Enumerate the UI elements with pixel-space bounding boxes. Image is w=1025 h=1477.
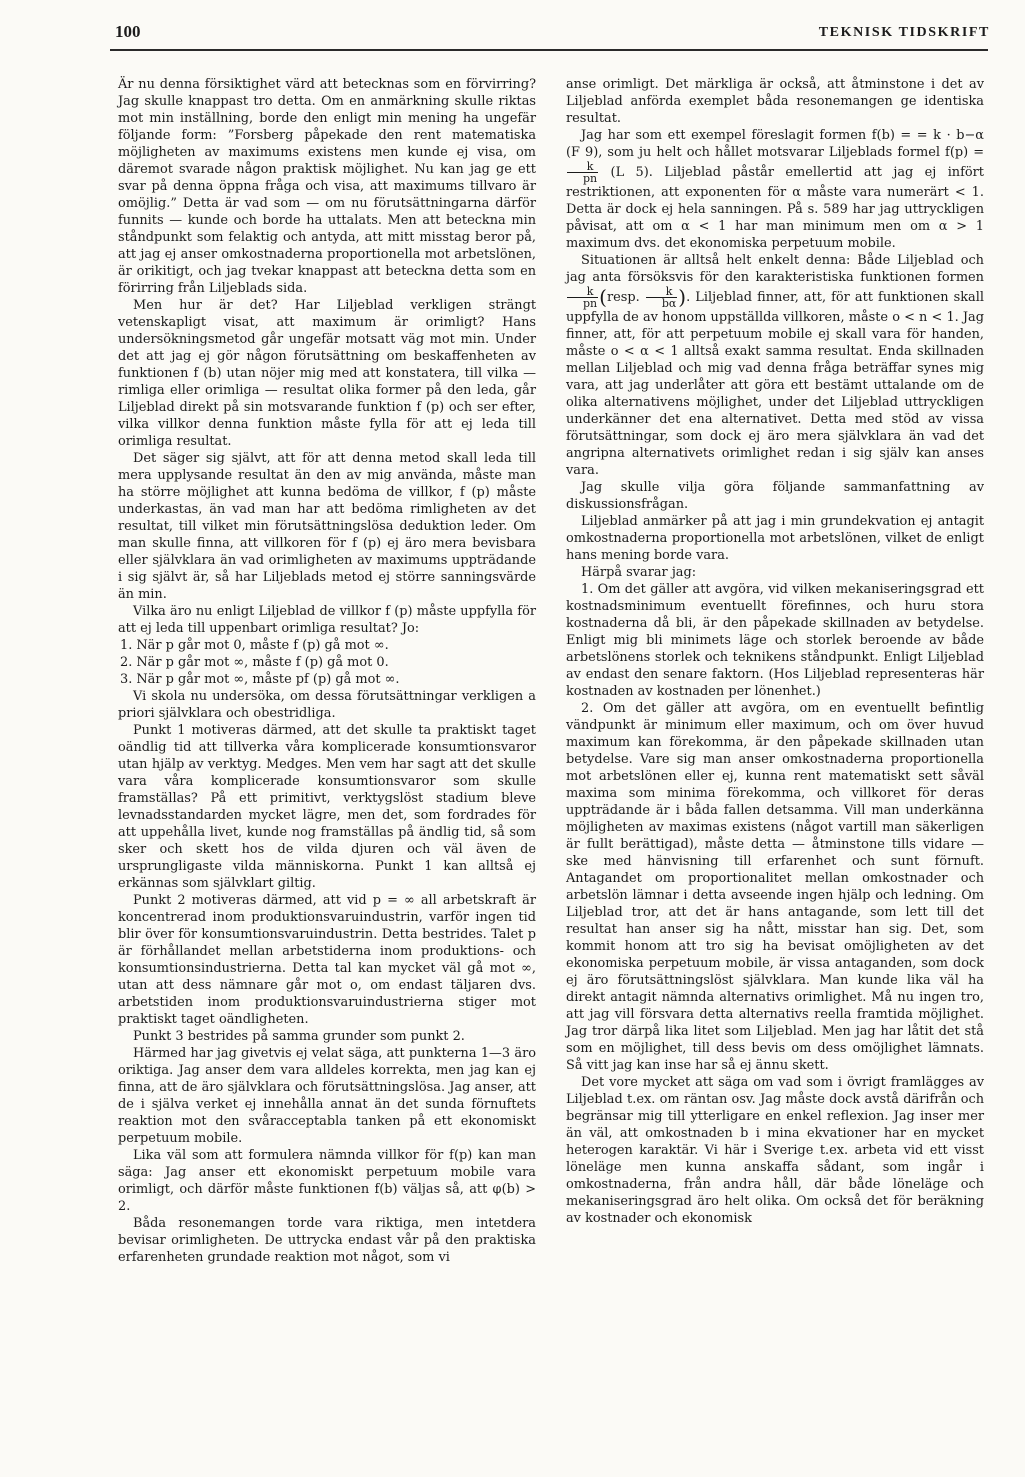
condition-item: 2. När p går mot ∞, måste f (p) gå mot 0. xyxy=(120,655,389,670)
fraction-numerator: k xyxy=(567,286,598,298)
text-run: Situationen är alltså helt enkelt denna: Både Liljeblad och jag anta försöksvis för den karakteristiska funktionen formen xyxy=(566,253,984,285)
page-number: 100 xyxy=(115,22,141,41)
paragraph: anse orimligt. Det märkliga är också, att åtminstone i det av Liljeblad anförda exemplet båda resonemangen ge identiska resultat. xyxy=(566,77,984,126)
open-paren: ( xyxy=(599,285,607,309)
fraction-denominator: pn xyxy=(583,172,598,185)
paragraph: Vilka äro nu enligt Liljeblad de villkor f (p) måste uppfylla för att ej leda till uppenbart orimliga resultat? Jo: xyxy=(118,604,536,636)
journal-title: TEKNISK TIDSKRIFT xyxy=(818,25,990,40)
close-paren: ) xyxy=(678,285,687,309)
page-header xyxy=(110,22,990,50)
paragraph: Härpå svarar jag: xyxy=(581,565,697,580)
paragraph-formula xyxy=(566,252,984,479)
paragraph: Punkt 2 motiveras därmed, att vid p = ∞ all arbetskraft är koncentrerad inom produktionsvaruindustrin, varför ingen tid blir över för konsumtionsvaruindustrin. Detta bestrides. Talet p är förhållandet mellan arbetstiderna inom produktions- och konsumtionsindustrierna. Detta tal kan mycket väl gå mot ∞, utan att dess nämnare går mot o, om endast täljaren dvs. arbetstiden inom produktionsvaruindustrierna stiger mot praktiskt taget oändligheten. xyxy=(118,893,536,1027)
fraction-denominator: bα xyxy=(661,297,677,310)
paragraph: Men hur är det? Har Liljeblad verkligen strängt vetenskapligt visat, att maximum är orimligt? Hans undersökningsmetod går ungefär motsatt väg mot min. Under det att jag ej gör någon förutsättning om beskaffenheten av funktionen f (b) utan nöjer mig med att konstatera, till vilka — rimliga eller orimliga — resultat olika former på den leda, går Liljeblad direkt på sin motsvarande funktion f (p) och ser efter, vilka villkor denna funktion måste fylla för att ej leda till orimliga resultat. xyxy=(118,298,536,449)
paragraph: Jag skulle vilja göra följande sammanfattning av diskussionsfrågan. xyxy=(566,480,984,512)
fraction-k-over-pn xyxy=(567,161,598,184)
paragraph: Vi skola nu undersöka, om dessa förutsättningar verkligen a priori självklara och obestridliga. xyxy=(118,689,536,721)
paragraph: 1. Om det gäller att avgöra, vid vilken mekaniseringsgrad ett kostnadsminimum eventuellt förefinnes, och huru stora kostnaderna då bli, är den påpekade skillnaden av betydelse. Enligt mig bli minimets läge och storlek beroende av både arbetslönens storlek och teknikens ståndpunkt. Enligt Liljeblad av endast den senare faktorn. (Hos Liljeblad representeras här kostnaden av kostnaden per lönenhet.) xyxy=(566,582,984,699)
condition-item: 1. När p går mot 0, måste f (p) gå mot ∞. xyxy=(120,638,389,653)
fraction-numerator: k xyxy=(567,161,598,173)
fraction-denominator: pn xyxy=(583,297,598,310)
paragraph: Punkt 3 bestrides på samma grunder som punkt 2. xyxy=(133,1029,465,1044)
fraction-numerator: k xyxy=(646,286,677,298)
left-column xyxy=(118,76,536,1266)
paragraph: Båda resonemangen torde vara riktiga, men intetdera bevisar orimligheten. De uttrycka endast vår på den praktiska erfarenheten grundade reaktion mot något, som vi xyxy=(118,1216,536,1265)
paragraph: Är nu denna försiktighet värd att betecknas som en förvirring? Jag skulle knappast tro detta. Om en anmärkning skulle riktas mot min inställning, borde den enligt min mening ha ungefär följande form: ”Forsberg påpekade den rent matematiska möjligheten av maximums existens men kunde ej visa, om däremot svarade någon praktisk möjlighet. Nu kan jag ge ett svar på denna öppna fråga och visa, att maximums tillvaro är omöjlig.” Detta är vad som — om nu förutsättningarna därför funnits — kunde och borde ha uttalats. Men att beteckna min ståndpunkt som felaktig och antyda, att mitt misstag beror på, att jag ej anser omkostnaderna proportionella mot arbetslönen, är orikitigt, och jag tvekar knappast att beteckna detta som en förirring från Liljeblads sida. xyxy=(118,77,536,296)
right-column xyxy=(566,76,984,1227)
paragraph: 2. Om det gäller att avgöra, om en eventuellt befintlig vändpunkt är minimum eller maximum, och om över huvud maximum kan förekomma, är den påpekade skillnaden utan betydelse. Vare sig man anser omkostnaderna proportionella mot arbetslönen eller ej, kunna rent matematiskt sett såväl maxima som minima förekomma, och villkoret för deras uppträdande är i båda fallen detsamma. Vill man underkänna möjligheten av maximas existens (något vartill man säkerligen är fullt berättigad), måste detta — åtminstone tills vidare — ske med hänvisning till erfarenhet och sunt förnuft. Antagandet om proportionalitet mellan omkostnader och arbetslön lämnar i detta avseende ingen hjälp och ledning. Om Liljeblad tror, att det är hans antagande, som lett till det resultat han anser sig ha nått, misstar han sig. Det, som kommit honom att tro sig ha bevisat omöjligheten av det ekonomiska perpetuum mobile, är vissa antaganden, som dock ej äro förutsättningslöst självklara. Man kunde lika väl ha direkt antagit nämnda alternativs orimlighet. Må nu ingen tro, att jag vill försvara detta alternativs reella framtida möjlighet. Jag tror därpå lika litet som Liljeblad. Men jag har låtit det stå som en möjlighet, till dess bevis om dess omöjlighet lämnats. Så vitt jag kan inse har så ej ännu skett. xyxy=(566,701,984,1073)
fraction-k-over-pn xyxy=(567,286,598,309)
header-rule xyxy=(110,49,988,51)
fraction-k-over-ba xyxy=(646,286,677,309)
paragraph: Liljeblad anmärker på att jag i min grundekvation ej antagit omkostnaderna proportionella mot arbetslönen, vilket de enligt hans mening borde vara. xyxy=(566,514,984,563)
paragraph: Det vore mycket att säga om vad som i övrigt framlägges av Liljeblad t.ex. om räntan osv. Jag måste dock avstå därifrån och begränsar mig till ytterligare en enkel reflexion. Jag inser mer än väl, att omkostnaden b i mina ekvationer har en mycket heterogen karaktär. Vi här i Sverige t.ex. arbeta vid ett visst löneläge men kunna anskaffa sådant, som ingår i omkostnaderna, från andra håll, där både löneläge och mekaniseringsgrad äro helt olika. Om också det för beräkning av kostnader och ekonomisk xyxy=(566,1075,984,1226)
paragraph: Härmed har jag givetvis ej velat säga, att punkterna 1—3 äro oriktiga. Jag anser dem vara alldeles korrekta, men jag kan ej finna, att de äro självklara och förutsättningslösa. Jag anser, att de i själva verket ej innehålla annat än det sunda förnuftets reaktion mot den svåracceptabla tanken på ett ekonomiskt perpetuum mobile. xyxy=(118,1046,536,1146)
paragraph: Lika väl som att formulera nämnda villkor för f(p) kan man säga: Jag anser ett ekonomiskt perpetuum mobile vara orimligt, och därför måste funktionen f(b) väljas så, att φ(b) > 2. xyxy=(118,1148,536,1214)
text-run: (L 5). Liljeblad påstår emellertid att jag ej infört restriktionen, att exponenten för α måste vara numerärt < 1. Detta är dock ej hela sanningen. På s. 589 har jag uttryckligen påvisat, att om α < 1 har man minimum men om α > 1 maximum dvs. det ekonomiska perpetuum mobile. xyxy=(566,165,984,251)
condition-item: 3. När p går mot ∞, måste pf (p) gå mot ∞. xyxy=(120,672,400,687)
text-run: . Liljeblad finner, att, för att funktionen skall uppfylla de av honom uppställda villkoren, måste o < n < 1. Jag finner, att, för att perpetuum mobile ej skall vara för handen, måste o < α < 1 alltså exakt samma resultat. Enda skillnaden mellan Liljeblad och mig vad denna fråga beträffar synes mig vara, att jag underlåter att göra ett bestämt uttalande om de olika alternativens möjlighet, under det Liljeblad uttryckligen underkänner det ena alternativet. Detta med stöd av vissa förutsättningar, som dock ej äro mera självklara än vad det angripna alternativets orimlighet redan i sig själv kan anses vara. xyxy=(566,290,984,478)
paragraph: Det säger sig självt, att för att denna metod skall leda till mera upplysande resultat än den av mig använda, måste man ha större möjlighet att kunna bedöma de villkor, f (p) måste underkastas, än vad man har att bedöma rimligheten av det resultat, till vilket min förutsättningslösa deduktion leder. Om man skulle finna, att villkoren för f (p) ej äro mera bevisbara eller självklara än vad orimligheten av maximums uppträdande i sig självt är, så har Liljeblads metod ej större sanningsvärde än min. xyxy=(118,451,536,602)
resp-label: resp. xyxy=(606,290,640,305)
paragraph: Punkt 1 motiveras därmed, att det skulle ta praktiskt taget oändlig tid att tillverka våra komplicerade konsumtionsvaror utan hjälp av verktyg. Medges. Men vem har sagt att det skulle vara våra komplicerade konsumtionsvaror som skulle framställas? På ett primitivt, verktygslöst stadium bleve levnadsstandarden mycket lägre, men det, som fordrades för att uppehålla livet, kunde nog framställas på ändlig tid, så som sker och skett hos de vilda djuren och väl även de ursprungligaste vilda människorna. Punkt 1 kan alltså ej erkännas som självklart giltig. xyxy=(118,723,536,891)
paragraph-formula xyxy=(566,127,984,252)
text-run: Jag har som ett exempel föreslagit formen f(b) = = k · b−α (F 9), som ju helt och hållet motsvarar Liljeblads formel f(p) = xyxy=(566,128,984,160)
